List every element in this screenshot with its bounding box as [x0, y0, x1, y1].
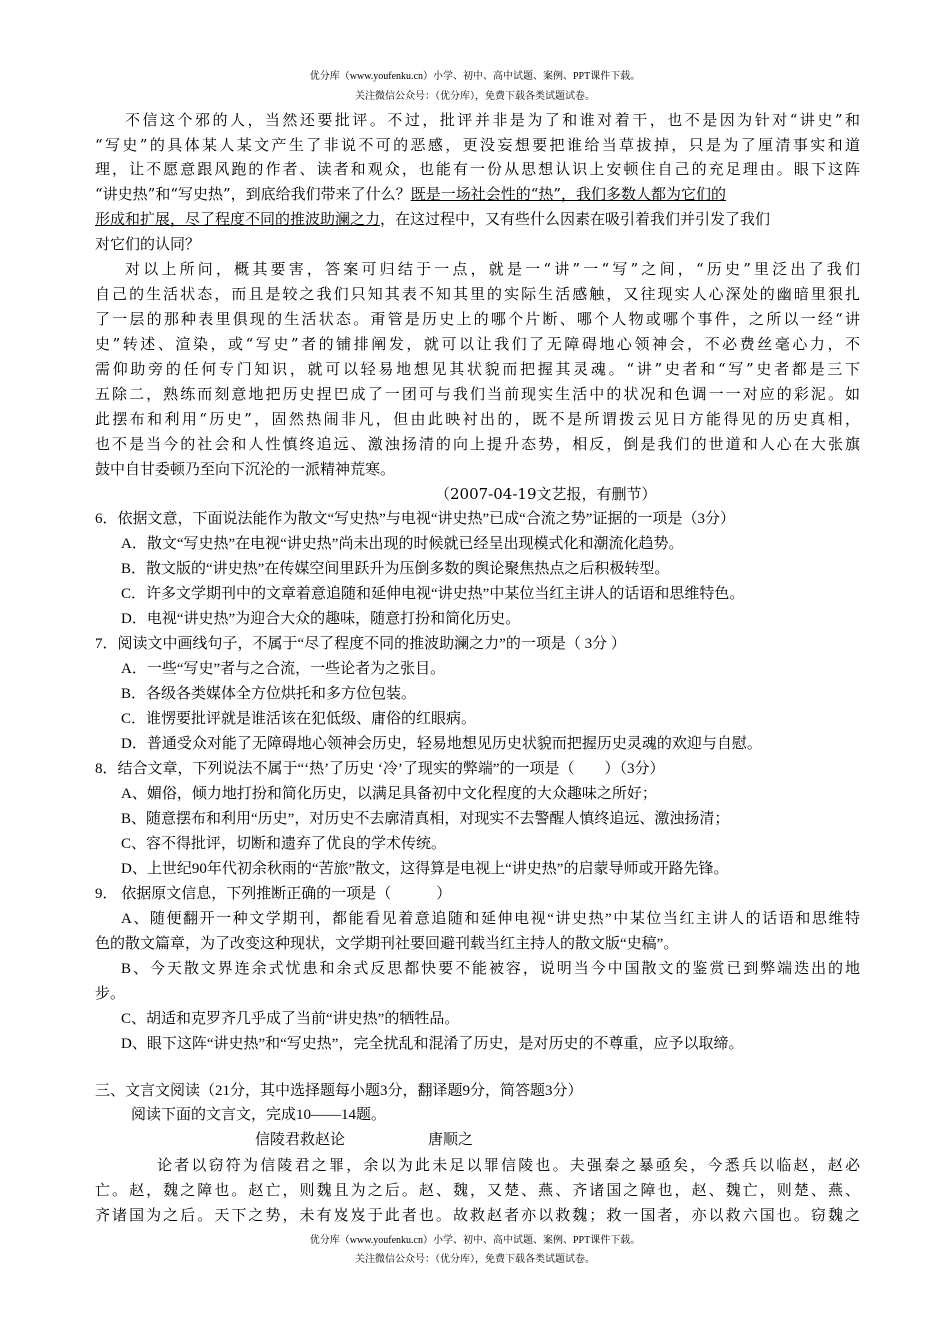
option-9a-line-1: A、随便翻开一种文学期刊，都能看见着意追随和延伸电视“讲史热”中某位当红主讲人的话语和思维特 [121, 911, 860, 927]
classical-text-author: 唐顺之 [428, 1132, 474, 1148]
passage-text: ，在这过程中，又有些什么因素在吸引着我们并引发了我们 [380, 210, 771, 228]
passage-line: 理，让不愿意跟风跑的作者、读者和观众，也能有一份从思想认识上安顿住自己的充足理由。眼下这阵 [95, 160, 860, 178]
option-6c: C．许多文学期刊中的文章着意追随和延伸电视“讲史热”中某位当红主讲人的话语和思维特色。 [121, 586, 745, 602]
option-7d: D．普通受众对能了无障碍地心领神会历史，轻易地想见历史状貌而把握历史灵魂的欢迎与自慰。 [121, 736, 762, 752]
section-3-instruction: 阅读下面的文言文，完成10——14题。 [131, 1107, 387, 1123]
classical-text-title: 信陵君救赵论 [255, 1132, 346, 1148]
passage-line-with-underline [95, 185, 860, 203]
question-6: 6．依据文意，下面说法能作为散文“写史热”与电视“讲史热”已成“合流之势”证据的一项是（3分） [95, 511, 735, 527]
passage-line: 鼓中自甘委顿乃至向下沉沦的一派精神荒寒。 [95, 460, 396, 478]
question-8: 8．结合文章，下列说法不属于“‘热’了历史 ‘冷’了现实的弊端”的一项是（ ）（3分） [95, 761, 665, 777]
option-6a: A．散文“写史热”在电视“讲史热”尚未出现的时候就已经呈出现模式化和潮流化趋势。 [121, 536, 684, 552]
passage-line-with-underline [95, 210, 860, 228]
option-7a: A．一些“写史”者与之合流，一些论者为之张目。 [121, 661, 446, 677]
option-8c: C、容不得批评，切断和遗弃了优良的学术传统。 [121, 836, 447, 852]
passage-line: 五除二，熟练而刻意地把历史捏巴成了一团可与我们当前现实生活中的状况和色调一一对应的彩泥。如 [95, 385, 860, 403]
passage-line: 史”转述、渲染，或“写史”者的铺排阐发，就可以让我们了无障碍地心领神会，不必费丝毫心力，不 [95, 335, 860, 353]
footer-line-1: 优分库（www.youfenku.cn）小学、初中、高中试题、案例、PPT课件下载。 [309, 1235, 641, 1246]
passage-line: 也不是当今的社会和人性慎终追远、激浊扬清的向上提升态势，相反，倒是我们的世道和人心在大张旗 [95, 435, 860, 453]
passage-line: 需仰助旁的任何专门知识，就可以轻易地想见其状貌而把握其灵魂。“讲”史者和“写”史者都是三下 [95, 360, 860, 378]
option-6d: D．电视“讲史热”为迎合大众的趣味，随意打扮和简化历史。 [121, 611, 521, 627]
passage-source: （2007-04-19文艺报，有删节） [435, 485, 657, 503]
passage-line: 自己的生活状态，而且是较之我们只知其表不知其里的实际生活感触，又往现实人心深处的幽暗里狠扎 [95, 285, 860, 303]
option-9b-line-2: 步。 [95, 986, 126, 1002]
classical-text-line: 论者以窃符为信陵君之罪，余以为此未足以罪信陵也。夫强秦之暴亟矣，今悉兵以临赵，赵必 [157, 1156, 860, 1174]
option-8b: B、随意摆布和利用“历史”，对历史不去廓清真相，对现实不去警醒人慎终追远、激浊扬清； [121, 811, 730, 827]
option-9c: C、胡适和克罗齐几乎成了当前“讲史热”的牺牲品。 [121, 1011, 460, 1027]
option-9a-line-2: 色的散文篇章，为了改变这种现状，文学期刊社要回避刊载当红主持人的散文版“史稿”。 [95, 936, 679, 952]
passage-line: 此摆布和利用“历史”，固然热闹非凡，但由此映衬出的，既不是所谓拨云见日方能得见的历史真相， [95, 410, 860, 428]
underlined-sentence: 既是一场社会性的“热”，我们多数人都为它们的 [410, 185, 727, 203]
passage-line: 不信这个邪的人，当然还要批评。不过，批评并非是为了和谁对着干，也不是因为针对“讲史”和 [125, 111, 860, 129]
option-9d: D、眼下这阵“讲史热”和“写史热”，完全扰乱和混淆了历史，是对历史的不尊重，应予以取缔。 [121, 1036, 744, 1052]
question-7: 7．阅读文中画线句子，不属于“尽了程度不同的推波助澜之力”的一项是（ 3分 ） [95, 636, 626, 652]
question-9: 9． 依据原文信息，下列推断正确的一项是（ ） [95, 886, 452, 902]
header-line-1: 优分库（www.youfenku.cn）小学、初中、高中试题、案例、PPT课件下载。 [309, 71, 641, 82]
footer-line-2: 关注微信公众号：（优分库），免费下载各类试题试卷。 [355, 1254, 595, 1265]
classical-text-line: 齐诸国为之后。天下之势，未有岌岌于此者也。故救赵者亦以救魏；救一国者，亦以救六国也。窃魏之 [95, 1206, 860, 1224]
option-6b: B．散文版的“讲史热”在传媒空间里跃升为压倒多数的舆论聚焦热点之后积极转型。 [121, 561, 670, 577]
option-7c: C．谁愣要批评就是谁活该在犯低级、庸俗的红眼病。 [121, 711, 477, 727]
passage-line: “写史”的具体某人某文产生了非说不可的恶感，更没妄想要把谁给当草拔掉，只是为了厘清事实和道 [95, 136, 860, 154]
header-line-2: 关注微信公众号：（优分库），免费下载各类试题试卷。 [355, 91, 595, 102]
option-7b: B．各级各类媒体全方位烘托和多方位包装。 [121, 686, 417, 702]
classical-text-line: 亡。赵，魏之障也。赵亡，则魏且为之后。赵、魏，又楚、燕、齐诸国之障也，赵、魏亡，则楚、燕、 [95, 1181, 860, 1199]
option-9b-line-1: B、今天散文界连余式忧患和余式反思都快要不能被容，说明当今中国散文的鉴赏已到弊端迭出的地 [121, 961, 860, 977]
option-8a: A、媚俗，倾力地打扮和简化历史，以满足具备初中文化程度的大众趣味之所好； [121, 786, 657, 802]
passage-line: 对以上所问，概其要害，答案可归结于一点，就是一“讲”一“写”之间，“历史”里泛出了我们 [125, 260, 860, 278]
passage-line: 了一层的那种表里俱现的生活状态。甭管是历史上的哪个片断、哪个人物或哪个事件，之所以一经“讲 [95, 310, 860, 328]
passage-line: 对它们的认同？ [95, 235, 201, 253]
underlined-sentence: 形成和扩展，尽了程度不同的推波助澜之力 [95, 210, 381, 228]
option-8d: D、上世纪90年代初余秋雨的“苦旅”散文，这得算是电视上“讲史热”的启蒙导师或开路先锋。 [121, 861, 729, 877]
passage-text: “讲史热”和“写史热”，到底给我们带来了什么？ [95, 185, 411, 203]
section-3-heading: 三、文言文阅读（21分，其中选择题每小题3分，翻译题9分，简答题3分） [95, 1083, 583, 1099]
